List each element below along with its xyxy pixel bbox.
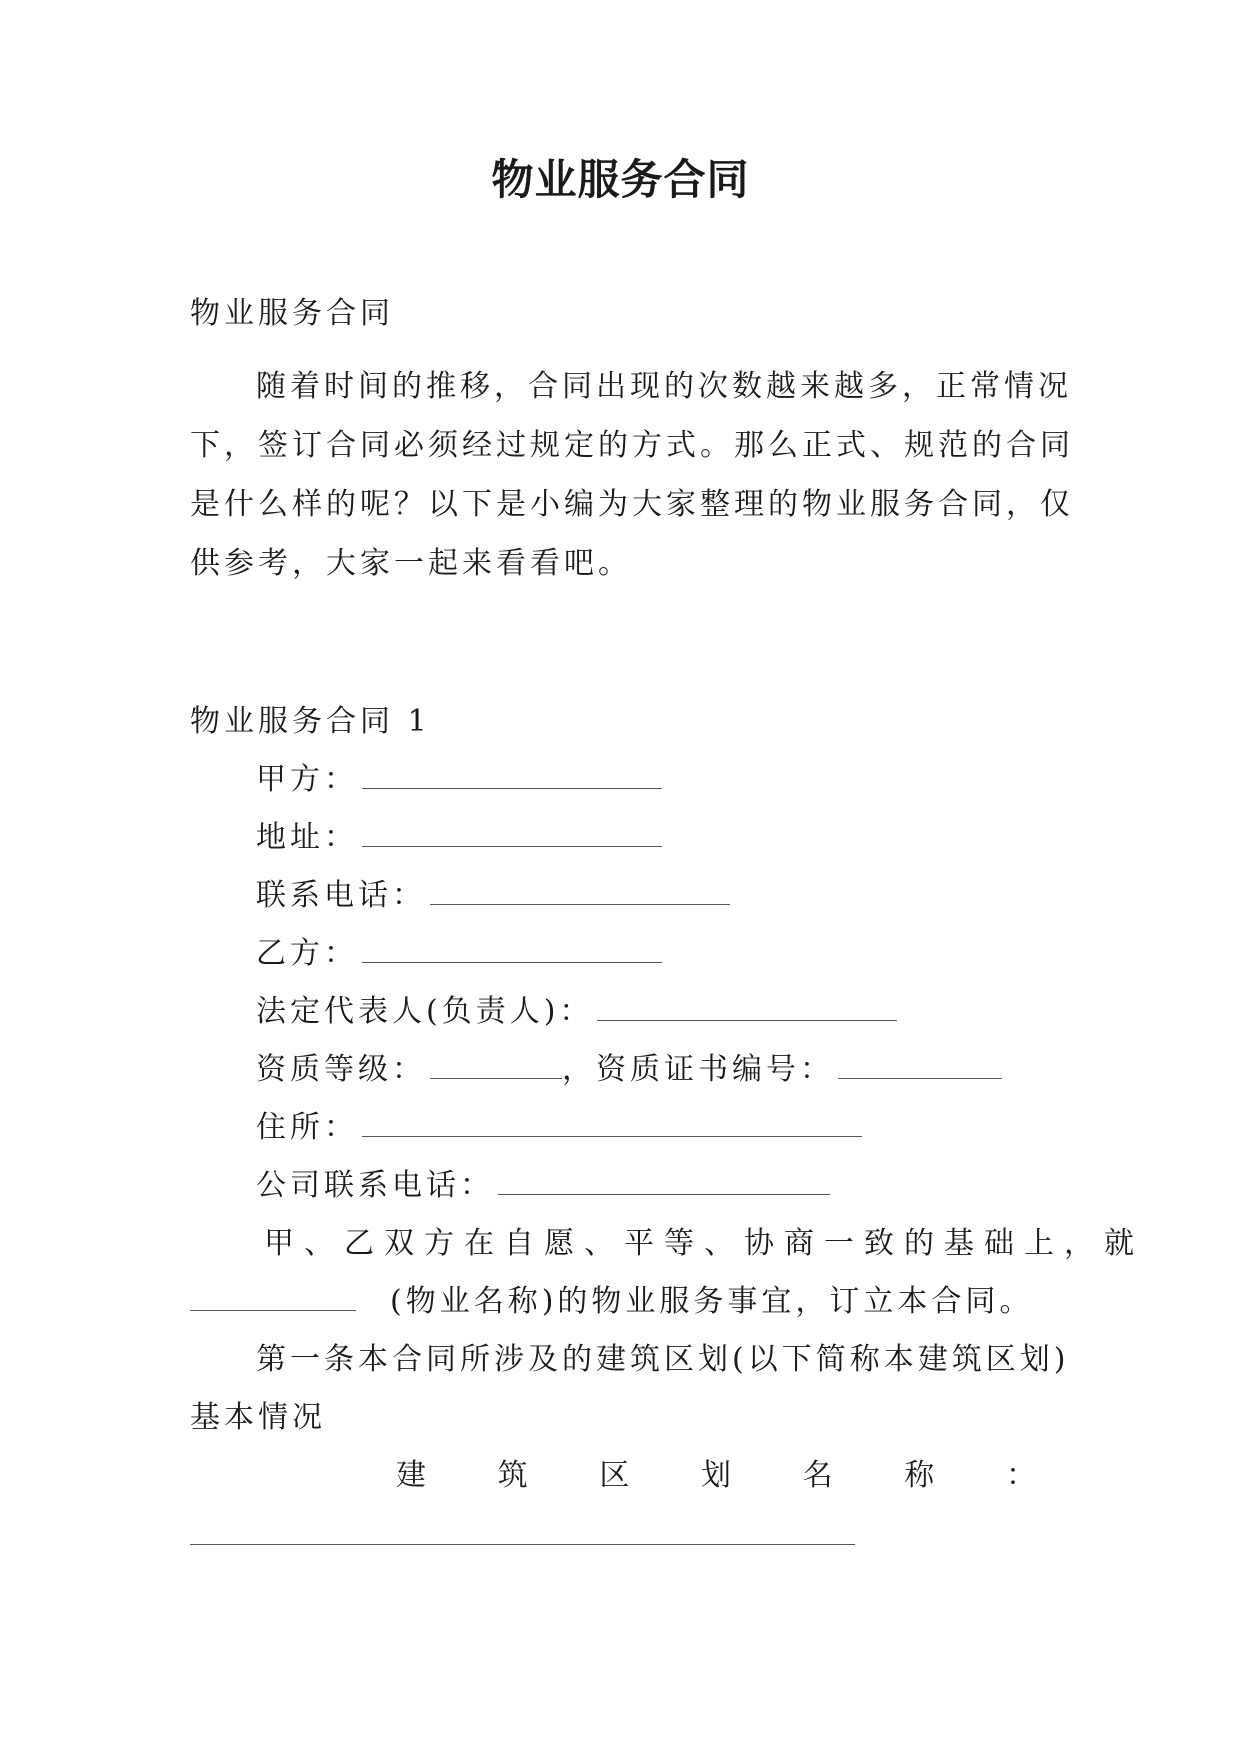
article-1-line-1: 第一条本合同所涉及的建筑区划(以下简称本建筑区划) bbox=[256, 1342, 1070, 1377]
field-qualification-label: 资质等级： bbox=[256, 1052, 426, 1087]
zone-name-char-5: 名 bbox=[802, 1458, 833, 1493]
field-party-a-label: 甲方： bbox=[256, 762, 358, 797]
contract-heading: 物业服务合同 1 bbox=[190, 704, 431, 739]
zone-name-char-1: 建 bbox=[396, 1458, 426, 1493]
company-phone-blank bbox=[498, 1168, 830, 1195]
field-company-phone bbox=[256, 1166, 1126, 1206]
field-phone bbox=[256, 876, 1126, 916]
zone-name-char-4: 划 bbox=[700, 1458, 731, 1493]
legal-rep-blank bbox=[597, 994, 897, 1021]
field-party-b bbox=[256, 934, 1126, 974]
document-title: 物业服务合同 bbox=[491, 155, 750, 204]
intro-line-1: 随着时间的推移，合同出现的次数越来越多，正常情况 bbox=[256, 369, 1072, 404]
phone-blank bbox=[430, 878, 730, 905]
field-residence bbox=[256, 1108, 1126, 1148]
zone-name-char-7: ： bbox=[1005, 1458, 1036, 1493]
qualification-blank bbox=[430, 1052, 562, 1079]
zone-name-blank bbox=[190, 1544, 855, 1545]
property-name-blank bbox=[190, 1284, 356, 1311]
address-blank bbox=[362, 820, 662, 847]
field-address bbox=[256, 818, 1126, 858]
cert-no-blank bbox=[838, 1052, 1002, 1079]
zone-name-label bbox=[396, 1456, 1036, 1496]
zone-name-char-2: 筑 bbox=[497, 1458, 528, 1493]
clause-intro-line-2-text: (物业名称)的物业服务事宜，订立本合同。 bbox=[390, 1284, 1034, 1319]
residence-blank bbox=[362, 1110, 862, 1137]
field-party-a bbox=[256, 760, 1126, 800]
intro-line-3: 是什么样的呢？以下是小编为大家整理的物业服务合同，仅 bbox=[190, 487, 1074, 522]
field-phone-label: 联系电话： bbox=[256, 878, 426, 913]
field-cert-no-label: ，资质证书编号： bbox=[562, 1052, 834, 1087]
party-a-blank bbox=[362, 762, 662, 789]
clause-intro-line-1: 甲、乙双方在自愿、平等、协商一致的基础上，就 bbox=[264, 1226, 1144, 1261]
zone-name-char-6: 称 bbox=[904, 1458, 935, 1493]
intro-line-2: 下，签订合同必须经过规定的方式。那么正式、规范的合同 bbox=[190, 428, 1074, 463]
article-1-line-2: 基本情况 bbox=[190, 1400, 326, 1435]
field-company-phone-label: 公司联系电话： bbox=[256, 1168, 494, 1203]
field-qualification bbox=[256, 1050, 1126, 1090]
zone-name-char-3: 区 bbox=[599, 1458, 630, 1493]
intro-line-4: 供参考，大家一起来看看吧。 bbox=[190, 546, 632, 581]
field-party-b-label: 乙方： bbox=[256, 936, 358, 971]
field-legal-rep bbox=[256, 992, 1126, 1032]
field-address-label: 地址： bbox=[256, 820, 358, 855]
field-legal-rep-label: 法定代表人(负责人)： bbox=[256, 994, 594, 1029]
party-b-blank bbox=[362, 936, 662, 963]
document-subtitle: 物业服务合同 bbox=[190, 296, 394, 331]
clause-intro-line-2 bbox=[190, 1282, 1060, 1322]
field-residence-label: 住所： bbox=[256, 1110, 358, 1145]
